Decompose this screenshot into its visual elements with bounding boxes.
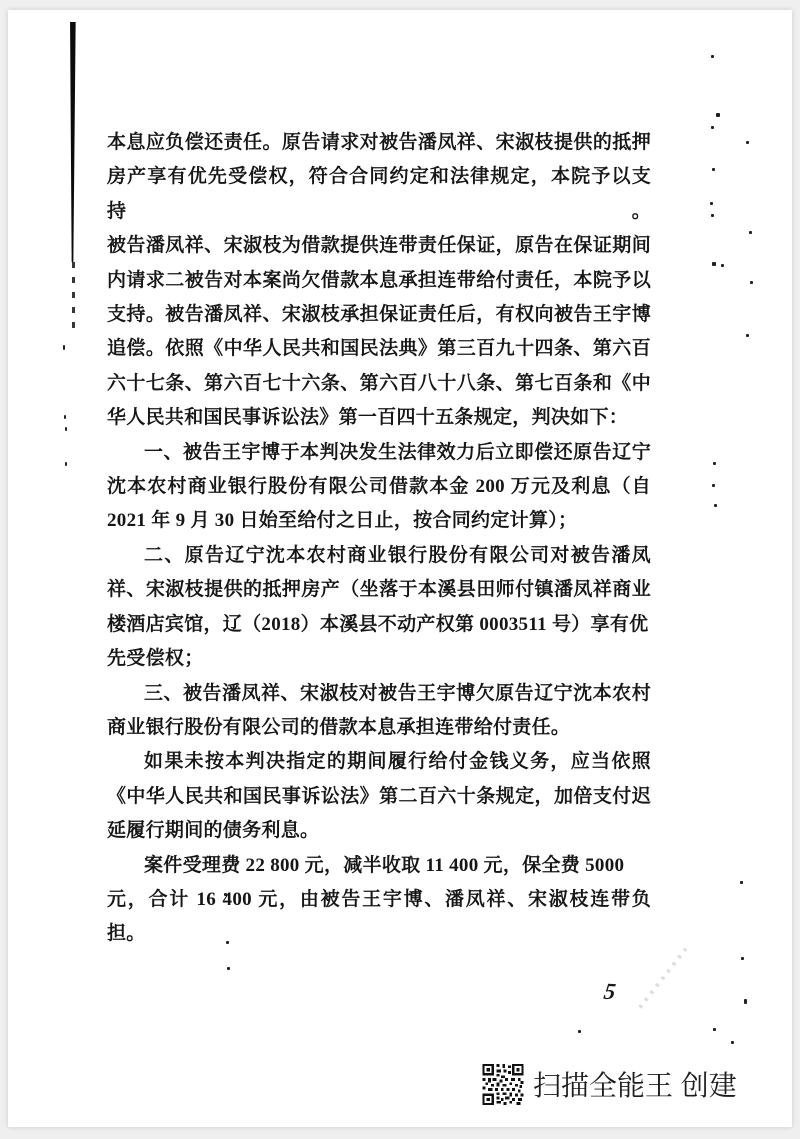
text-line: 一、被告王宇博于本判决发生法律效力后立即偿还原告辽宁 [144,441,651,463]
scanned-judgment-page [8,10,792,1127]
watermark-text: 扫描全能王 创建 [533,1070,737,1101]
text-line: 商业银行股份有限公司的借款本息承担连带给付责任。 [107,716,571,738]
text-line: 本息应负偿还责任。原告请求对被告潘凤祥、宋淑枝提供的抵押 [107,132,651,153]
text-line: 六十七条、第六百七十六条、第六百八十八条、第七百条和《中 [107,372,651,394]
text-line: 《中华人民共和国民事诉讼法》第二百六十条规定，加倍支付迟 [107,785,651,807]
text-line: 延履行期间的债务利息。 [107,820,320,842]
text-line: 华人民共和国民事诉讼法》第一百四十五条规定，判决如下： [107,407,629,429]
text-line: 楼酒店宾馆，辽（2018）本溪县不动产权第 0003511 号）享有优 [107,613,649,635]
judgment-text [107,126,651,952]
text-line: 如果未按本判决指定的期间履行给付金钱义务，应当依照 [144,751,651,773]
text-line: 2021 年 9 月 30 日始至给付之日止，按合同约定计算）； [107,510,578,532]
scanner-watermark [482,1056,737,1112]
text-line: 追偿。依照《中华人民共和国民法典》第三百九十四条、第六百 [107,338,651,360]
qr-code-icon [482,1064,524,1105]
text-line: 沈本农村商业银行股份有限公司借款本金 200 万元及利息（自 [107,476,651,498]
scan-streak [69,22,76,262]
text-line: 支持。被告潘凤祥、宋淑枝承担保证责任后，有权向被告王宇博 [107,304,651,326]
text-line: 三、被告潘凤祥、宋淑枝对被告王宇博欠原告辽宁沈本农村 [144,682,651,704]
text-line: 元，合计 16 400 元，由被告王宇博、潘凤祥、宋淑枝连带负担。 [107,888,651,945]
text-line: 祥、宋淑枝提供的抵押房产（坐落于本溪县田师付镇潘凤祥商业 [107,579,651,601]
scan-smudge [636,947,687,1011]
text-line: 案件受理费 22 800 元，减半收取 11 400 元，保全费 5000 [144,854,625,876]
page-number: 5 [602,978,618,1005]
scan-streak-tail [72,262,75,328]
text-line: 被告潘凤祥、宋淑枝为借款提供连带责任保证，原告在保证期间 [107,235,651,257]
text-line: 二、原告辽宁沈本农村商业银行股份有限公司对被告潘凤 [144,544,651,566]
text-line: 内请求二被告对本案尚欠借款本息承担连带给付责任，本院予以 [107,269,651,291]
text-line: 先受偿权； [107,648,204,670]
text-line: 房产享有优先受偿权，符合合同约定和法律规定，本院予以支持。 [107,166,651,222]
